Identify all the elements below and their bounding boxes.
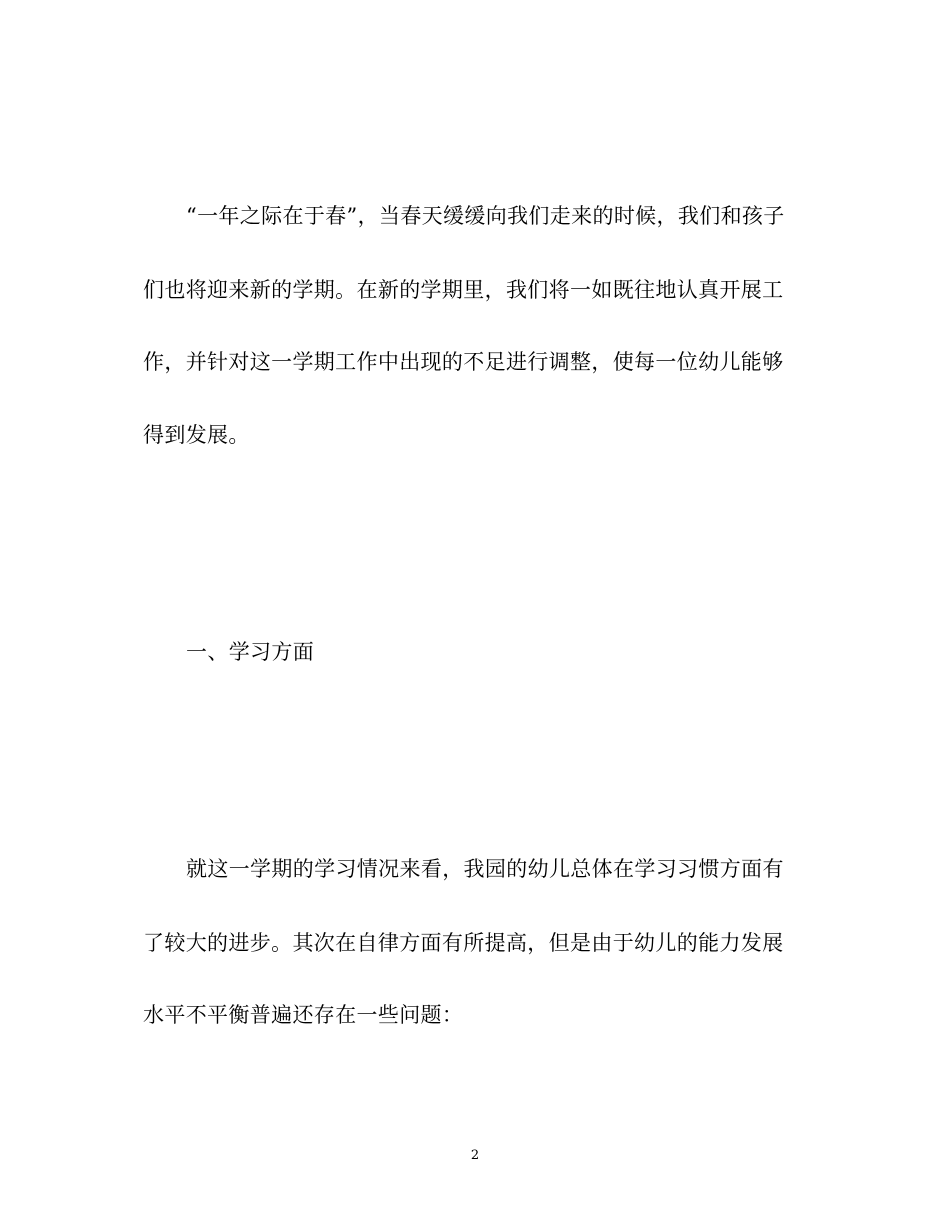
text-line: 了较大的进步。其次在自律方面有所提高，但是由于幼儿的能力发展: [143, 931, 784, 955]
text-line: 作，并针对这一学期工作中出现的不足进行调整，使每一位幼儿能够: [143, 350, 784, 374]
heading-line: 一、学习方面: [186, 640, 315, 664]
text-line: 水平不平衡普遍还存在一些问题：: [143, 1003, 464, 1027]
page-number: 2: [470, 1148, 480, 1163]
text-line: 就这一学期的学习情况来看，我园的幼儿总体在学习习惯方面有: [186, 857, 784, 881]
text-line: “一年之际在于春”，当春天缓缓向我们走来的时候，我们和孩子: [186, 204, 785, 228]
text-line: 得到发展。: [143, 423, 250, 447]
text-line: 们也将迎来新的学期。在新的学期里，我们将一如既往地认真开展工: [143, 278, 784, 302]
